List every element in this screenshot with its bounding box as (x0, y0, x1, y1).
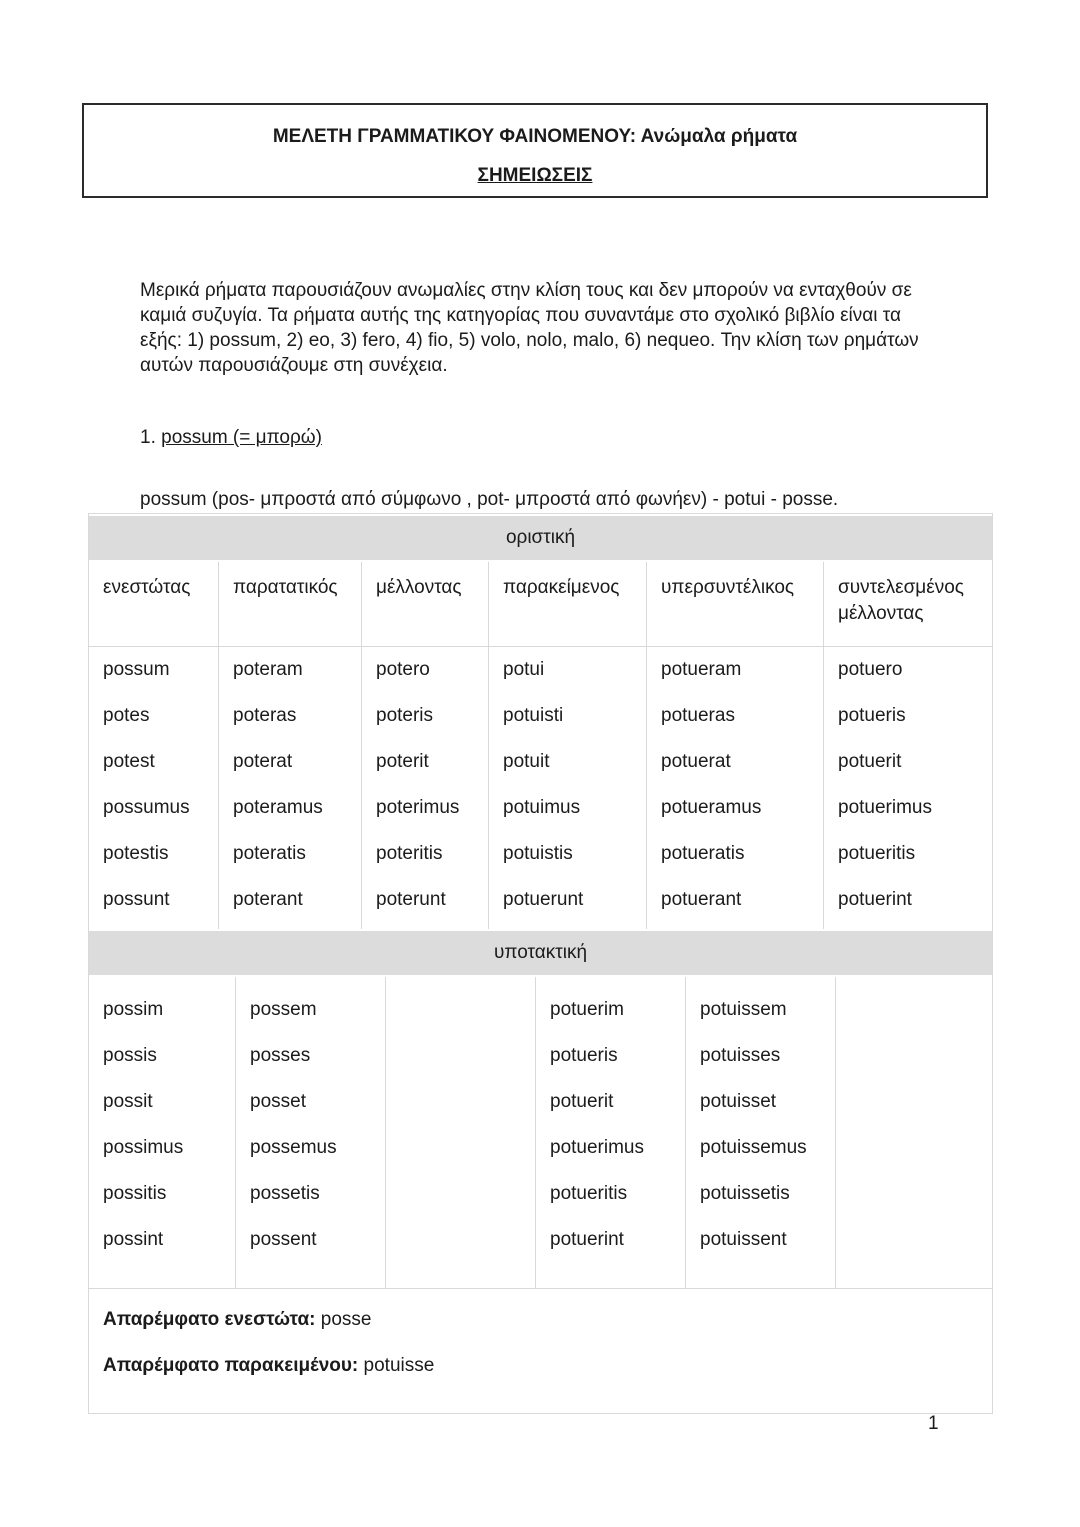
verb-form: potero (376, 659, 430, 680)
verb-form: poteritis (376, 843, 443, 864)
verb-form: possum (103, 659, 170, 680)
tense-header-future: μέλλοντας (362, 562, 489, 646)
verb-form: potuisti (503, 705, 564, 726)
verb-form: possemus (250, 1137, 337, 1158)
verb-form: potest (103, 751, 155, 772)
verb-form: poterant (233, 889, 303, 910)
subjunctive-empty-column (386, 977, 536, 1288)
verb-form: poterat (233, 751, 293, 772)
subjunctive-pluperfect-column (686, 977, 836, 1288)
subjunctive-present-column (89, 977, 236, 1288)
verb-form: potuissent (700, 1229, 787, 1250)
title-box (82, 103, 988, 198)
indicative-body (89, 647, 992, 929)
subjunctive-empty-column (836, 977, 992, 1288)
verb-form: potuimus (503, 797, 581, 818)
infinitive-present-line (103, 1297, 978, 1343)
verb-form: potuissemus (700, 1137, 807, 1158)
mood-band-indicative: οριστική (89, 514, 992, 562)
verb-form: potuerit (838, 751, 902, 772)
tense-header-future-perfect: συντελεσμένος μέλλοντας (838, 577, 964, 624)
verb-form: potuit (503, 751, 550, 772)
verb-form: potueritis (838, 843, 916, 864)
verb-form: possimus (103, 1137, 184, 1158)
infinitive-perfect-value: potuisse (363, 1355, 435, 1376)
document-title: ΜΕΛΕΤΗ ΓΡΑΜΜΑΤΙΚΟΥ ΦΑΙΝΟΜΕΝΟΥ: Ανώμαλα ρήματα (272, 126, 798, 147)
verb-form: potuerunt (503, 889, 584, 910)
verb-form: possem (250, 999, 317, 1020)
verb-form: possent (250, 1229, 317, 1250)
verb-form: poterimus (376, 797, 460, 818)
verb-form: potestis (103, 843, 169, 864)
verb-form: potuerimus (838, 797, 932, 818)
indicative-future-perfect-column (824, 647, 992, 929)
verb-form: posset (250, 1091, 306, 1112)
verb-form: potueras (661, 705, 735, 726)
subjunctive-perfect-column (536, 977, 686, 1288)
verb-form: poteras (233, 705, 297, 726)
verb-form: potuisses (700, 1045, 781, 1066)
subjunctive-imperfect-column (236, 977, 386, 1288)
subjunctive-body (89, 977, 992, 1288)
indicative-future-column (362, 647, 489, 929)
tense-header-imperfect: παρατατικός (219, 562, 362, 646)
mood-band-subjunctive: υποτακτική (89, 929, 992, 977)
tense-header-perfect: παρακείμενος (489, 562, 647, 646)
verb-form: potuerint (838, 889, 912, 910)
verb-form: potuerant (661, 889, 742, 910)
verb-form: possim (103, 999, 164, 1020)
indicative-perfect-column (489, 647, 647, 929)
tense-header-pluperfect: υπερσυντέλικος (647, 562, 824, 646)
verb-form: potuerim (550, 999, 624, 1020)
verb-form: potuero (838, 659, 903, 680)
verb-form: poterit (376, 751, 429, 772)
verb-form: potueratis (661, 843, 745, 864)
section-title: possum (= μπορώ) (161, 427, 322, 448)
verb-form: potueris (550, 1045, 618, 1066)
verb-form: potuisset (700, 1091, 777, 1112)
verb-form: potuerimus (550, 1137, 644, 1158)
principal-parts-line: possum (pos- μπροστά από σύμφωνο , pot- μπροστά από φωνήεν) - potui - posse. (140, 489, 839, 510)
verb-form: potuissetis (700, 1183, 790, 1204)
verb-form: potuerit (550, 1091, 614, 1112)
verb-form: possitis (103, 1183, 167, 1204)
intro-paragraph: Μερικά ρήματα παρουσιάζουν ανωμαλίες στην κλίση τους και δεν μπορούν να ενταχθούν σε καμιά συζυγία. Τα ρήματα αυτής της κατηγορίας που συναντάμε στο σχολικό βιβλίο είναι τα εξής: 1) possum, 2) eo, 3) fero, 4) fio, 5) volo, nolo, malo, 6) nequeo. Την κλίση των ρημάτων αυτών παρουσιάζουμε στη συνέχεια. (140, 280, 919, 376)
verb-form: potueramus (661, 797, 762, 818)
page-number: 1 (928, 1413, 939, 1434)
verb-form: potui (503, 659, 545, 680)
indicative-pluperfect-column (647, 647, 824, 929)
verb-form: possumus (103, 797, 190, 818)
conjugation-table (88, 513, 993, 1414)
verb-form: poteramus (233, 797, 323, 818)
document-subtitle: ΣΗΜΕΙΩΣΕΙΣ (477, 165, 593, 186)
verb-form: possetis (250, 1183, 320, 1204)
infinitive-perfect-label: Απαρέμφατο παρακειμένου: (103, 1355, 359, 1376)
verb-form: potueram (661, 659, 742, 680)
verb-form: possint (103, 1229, 164, 1250)
verb-form: possis (103, 1045, 157, 1066)
section-number: 1. (140, 427, 162, 448)
verb-form: potueritis (550, 1183, 628, 1204)
verb-form: potuissem (700, 999, 787, 1020)
verb-form: potueris (838, 705, 906, 726)
verb-form: poteram (233, 659, 303, 680)
verb-form: possit (103, 1091, 153, 1112)
verb-form: poterunt (376, 889, 446, 910)
verb-form: posses (250, 1045, 311, 1066)
infinitive-perfect-line (103, 1343, 978, 1389)
indicative-imperfect-column (219, 647, 362, 929)
verb-form: poteratis (233, 843, 306, 864)
verb-form: possunt (103, 889, 170, 910)
verb-form: potes (103, 705, 150, 726)
verb-form: poteris (376, 705, 434, 726)
infinitive-present-value: posse (320, 1309, 372, 1330)
section-heading (140, 427, 322, 449)
verb-form: potuistis (503, 843, 573, 864)
verb-form: potuerat (661, 751, 731, 772)
verb-form: potuerint (550, 1229, 624, 1250)
indicative-present-column (89, 647, 219, 929)
infinitive-present-label: Απαρέμφατο ενεστώτα: (103, 1309, 316, 1330)
infinitives-footer (89, 1288, 992, 1413)
tense-header-row (89, 562, 992, 647)
tense-header-present: ενεστώτας (89, 562, 219, 646)
